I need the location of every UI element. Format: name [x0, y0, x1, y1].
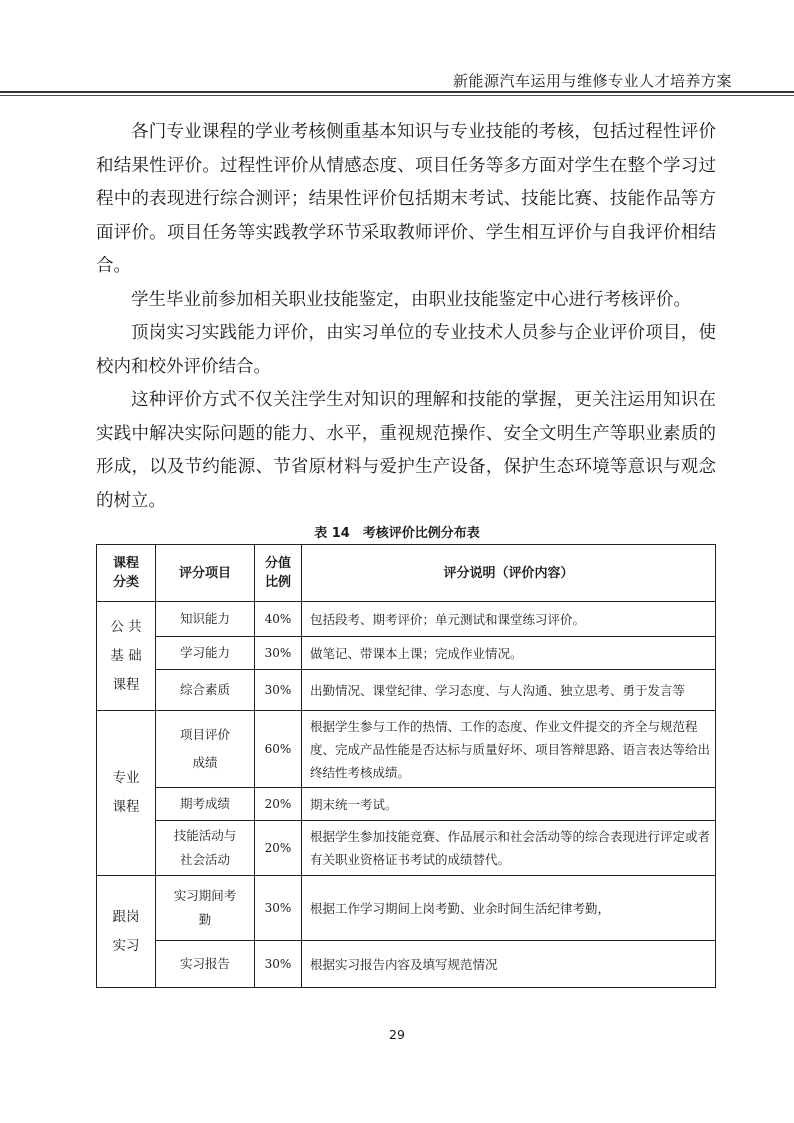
description-cell: 根据工作学习期间上岗考勤、业余时间生活纪律考勤，	[302, 876, 716, 941]
ratio-cell: 60%	[255, 711, 302, 788]
header-rule-thin	[0, 95, 794, 96]
description-cell: 出勤情况、课堂纪律、学习态度、与人沟通、独立思考、勇于发言等	[302, 670, 716, 711]
item-cell: 实习报告	[156, 941, 255, 988]
table-row	[97, 637, 716, 670]
paragraph: 学生毕业前参加相关职业技能鉴定，由职业技能鉴定中心进行考核评价。	[131, 289, 691, 310]
table-row	[97, 788, 716, 821]
paragraph: 这种评价方式不仅关注学生对知识的理解和技能的掌握，更关注运用知识在实践中解决实际问题的能力、水平，重视规范操作、安全文明生产等职业素质的形成，以及节约能源、节省原材料与爱护生产设备，保护生态环境等意识与观念的树立。	[96, 390, 716, 511]
description-cell: 期末统一考试。	[302, 788, 716, 821]
running-header	[0, 64, 794, 94]
ratio-cell: 30%	[255, 637, 302, 670]
header-rule	[0, 91, 794, 93]
ratio-cell: 30%	[255, 670, 302, 711]
category-cell: 专业课程	[97, 711, 156, 876]
header-title: 新能源汽车运用与维修专业人才培养方案	[452, 72, 732, 90]
description-cell: 根据学生参加技能竞赛、作品展示和社会活动等的综合表现进行评定或者有关职业资格证书考试的成绩替代。	[302, 821, 716, 876]
evaluation-table	[96, 544, 716, 988]
ratio-cell: 20%	[255, 788, 302, 821]
header-ratio: 分值比例	[255, 545, 302, 602]
ratio-cell: 40%	[255, 602, 302, 637]
table-row	[97, 711, 716, 788]
item-cell: 实习期间考勤	[156, 876, 255, 941]
table-header-row	[97, 545, 716, 602]
header-description: 评分说明（评价内容）	[302, 545, 716, 602]
table-caption: 表 14 考核评价比例分布表	[314, 526, 480, 541]
description-cell: 包括段考、期考评价；单元测试和课堂练习评价。	[302, 602, 716, 637]
item-cell: 综合素质	[156, 670, 255, 711]
item-cell: 技能活动与社会活动	[156, 821, 255, 876]
table-row	[97, 941, 716, 988]
description-cell: 根据实习报告内容及填写规范情况	[302, 941, 716, 988]
category-cell: 公 共 基 础 课程	[97, 602, 156, 711]
paragraph: 各门专业课程的学业考核侧重基本知识与专业技能的考核，包括过程性评价和结果性评价。过程性评价从情感态度、项目任务等多方面对学生在整个学习过程中的表现进行综合测评；结果性评价包括期末考试、技能比赛、技能作品等方面评价。项目任务等实践教学环节采取教师评价、学生相互评价与自我评价相结合。	[96, 122, 716, 276]
header-item: 评分项目	[156, 545, 255, 602]
description-cell: 根据学生参与工作的热情、工作的态度、作业文件提交的齐全与规范程度、完成产品性能是否达标与质量好坏、项目答辩思路、语言表达等给出终结性考核成绩。	[302, 711, 716, 788]
ratio-cell: 30%	[255, 941, 302, 988]
page-number: 29	[389, 1027, 405, 1042]
category-cell: 跟岗实习	[97, 876, 156, 988]
header-category: 课程分类	[97, 545, 156, 602]
table-row	[97, 602, 716, 637]
ratio-cell: 30%	[255, 876, 302, 941]
ratio-cell: 20%	[255, 821, 302, 876]
item-cell: 知识能力	[156, 602, 255, 637]
body-text	[96, 116, 716, 518]
table-row	[97, 670, 716, 711]
item-cell: 期考成绩	[156, 788, 255, 821]
item-cell: 项目评价成绩	[156, 711, 255, 788]
item-cell: 学习能力	[156, 637, 255, 670]
paragraph: 顶岗实习实践能力评价，由实习单位的专业技术人员参与企业评价项目，使校内和校外评价结合。	[96, 323, 716, 377]
description-cell: 做笔记、带课本上课；完成作业情况。	[302, 637, 716, 670]
table-row	[97, 821, 716, 876]
table-row	[97, 876, 716, 941]
